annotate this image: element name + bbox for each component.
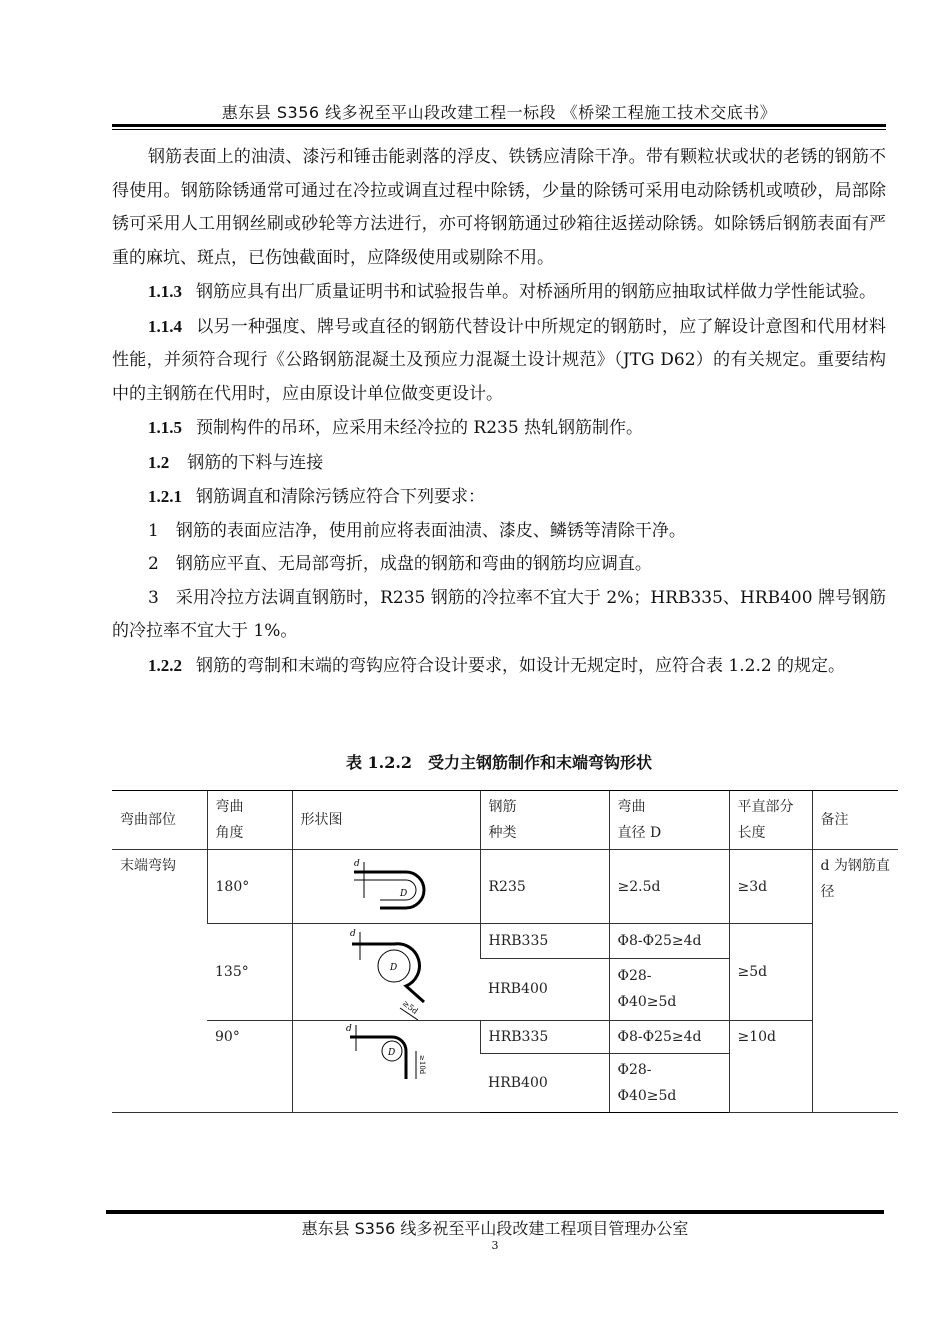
hook-180-diagram	[336, 854, 436, 920]
cell-angle-135: 135°	[207, 924, 292, 1021]
list-item-1: 1 钢筋的表面应洁净，使用前应将表面油渍、漆皮、鳞锈等清除干净。	[148, 520, 686, 541]
cell-diameter-135-hrb335: Φ8-Φ25≥4d	[609, 924, 729, 959]
header-straight: 平直部分 长度	[729, 791, 812, 850]
hook-90-diagram	[336, 1021, 436, 1085]
paragraph-rust-removal: 钢筋表面上的油渍、漆污和锤击能剥落的浮皮、铁锈应清除干净。带有颗粒状或状的老锈的钢筋不得使用。钢筋除锈通常可通过在冷拉或调直过程中除锈，少量的除锈可采用电动除锈机或喷砂，局部除锈可采用人工用钢丝刷或砂轮等方法进行，亦可将钢筋通过砂箱往返搓动除锈。如除锈后钢筋表面有严重的麻坑、斑点，已伤蚀截面时，应降级使用或剔除不用。	[112, 147, 886, 268]
table-row-90a	[112, 1021, 898, 1054]
table-row-180	[112, 850, 898, 924]
body-text	[112, 141, 886, 683]
label-D: D	[390, 963, 398, 973]
cell-straight-180: ≥3d	[729, 850, 812, 924]
cell-grade-135-hrb335: HRB335	[480, 924, 609, 959]
footer-rule	[106, 1210, 884, 1214]
clause-number: 1.1.5	[148, 418, 182, 437]
page-number: 3	[491, 1239, 499, 1252]
header-shape: 形状图	[292, 791, 480, 850]
cell-diameter-180: ≥2.5d	[609, 850, 729, 924]
list-item-2: 2 钢筋应平直、无局部弯折，成盘的钢筋和弯曲的钢筋均应调直。	[148, 554, 652, 574]
cell-grade-90-hrb335: HRB335	[480, 1021, 609, 1054]
header-diameter: 弯曲 直径 D	[609, 791, 729, 850]
cell-grade-90-hrb400: HRB400	[480, 1054, 609, 1113]
cell-diameter-135-hrb400: Φ28- Φ40≥5d	[609, 958, 729, 1020]
clause-text: 钢筋应具有出厂质量证明书和试验报告单。对桥涵所用的钢筋应抽取试样做力学性能试验。	[196, 282, 876, 302]
header-angle: 弯曲 角度	[207, 791, 292, 850]
footer-title: 惠东县 S356 线多祝至平山段改建工程项目管理办公室	[301, 1219, 689, 1238]
table-row-135a	[112, 924, 898, 959]
header-rule	[112, 124, 886, 127]
paragraph-1-1-5	[112, 411, 886, 446]
clause-text: 钢筋调直和清除污锈应符合下列要求：	[196, 487, 485, 507]
cell-shape-90	[292, 1021, 480, 1113]
cell-grade-180: R235	[480, 850, 609, 924]
section-title: 钢筋的下料与连接	[187, 452, 324, 473]
header-part: 弯曲部位	[112, 791, 207, 850]
cell-note: d 为钢筋直径	[812, 850, 898, 1113]
cell-part: 末端弯钩	[112, 850, 207, 1113]
cell-shape-180	[292, 850, 480, 924]
clause-number: 1.1.3	[148, 282, 182, 301]
label-d: d	[354, 858, 360, 869]
label-len-135: ≥5d	[400, 998, 420, 1016]
page-header-title: 惠东县 S356 线多祝至平山段改建工程一标段 《桥梁工程施工技术交底书》	[221, 103, 777, 122]
cell-shape-135	[292, 924, 480, 1021]
table-caption: 表 1.2.2 受力主钢筋制作和末端弯钩形状	[345, 753, 653, 772]
label-D: D	[400, 888, 408, 899]
clause-text: 以另一种强度、牌号或直径的钢筋代替设计中所规定的钢筋时，应了解设计意图和代用材料性能，并须符合现行《公路钢筋混凝土及预应力混凝土设计规范》（JTG D62）的有关规定。重要结构中的主钢筋在代用时，应由原设计单位做变更设计。	[112, 316, 886, 404]
cell-grade-135-hrb400: HRB400	[480, 958, 609, 1020]
hook-135-diagram	[336, 924, 436, 1020]
clause-number: 1.1.4	[148, 316, 182, 336]
cell-diameter-90-hrb400: Φ28- Φ40≥5d	[609, 1054, 729, 1113]
clause-number: 1.2.2	[148, 655, 182, 675]
header-rule-thin	[112, 129, 886, 130]
clause-number: 1.2.1	[148, 487, 182, 506]
cell-diameter-90-hrb335: Φ8-Φ25≥4d	[609, 1021, 729, 1054]
paragraph-1-2-1	[112, 480, 886, 515]
section-number: 1.2	[148, 452, 170, 472]
paragraph-1-1-3	[112, 275, 886, 310]
header-note: 备注	[812, 791, 898, 850]
header-grade: 钢筋 种类	[480, 791, 609, 850]
label-len-90: ≥10d	[418, 1055, 426, 1075]
label-d: d	[346, 1024, 352, 1034]
bend-hook-table	[112, 790, 898, 1113]
cell-angle-180: 180°	[207, 850, 292, 924]
cell-angle-90: 90°	[207, 1021, 292, 1113]
cell-straight-135: ≥5d	[729, 924, 812, 1021]
clause-text: 钢筋的弯制和末端的弯钩应符合设计要求，如设计无规定时，应符合表 1.2.2 的规定。	[196, 655, 846, 676]
section-heading-1-2	[112, 446, 886, 481]
clause-text: 预制构件的吊环，应采用未经冷拉的 R235 热轧钢筋制作。	[196, 418, 644, 438]
label-d: d	[350, 929, 356, 939]
label-D: D	[388, 1048, 396, 1058]
paragraph-1-2-2	[112, 649, 886, 684]
table-header-row	[112, 791, 898, 850]
paragraph-1-1-4	[112, 310, 886, 412]
list-item-3: 3 采用冷拉方法调直钢筋时，R235 钢筋的冷拉率不宜大于 2%；HRB335、HRB400 牌号钢筋的冷拉率不宜大于 1%。	[112, 587, 886, 641]
cell-straight-90: ≥10d	[729, 1021, 812, 1113]
